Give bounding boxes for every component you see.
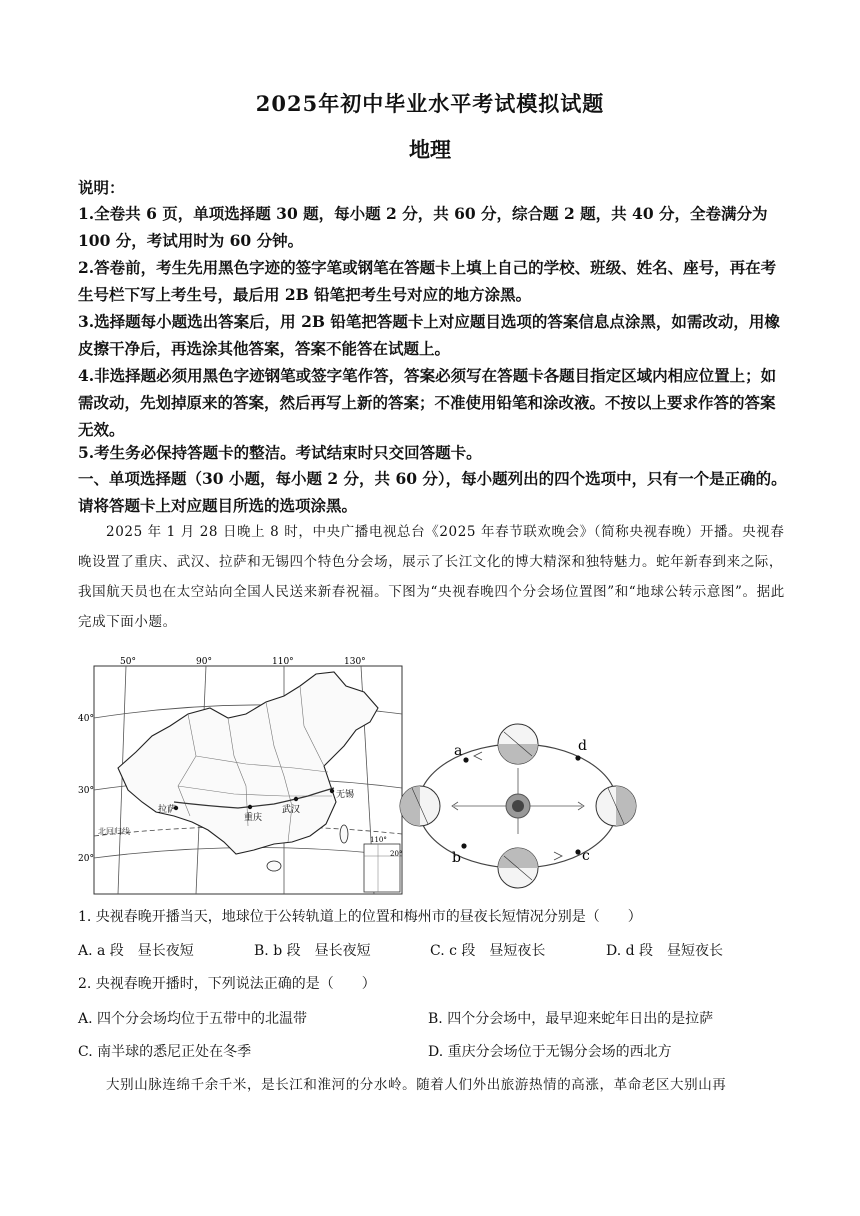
lon-label-110: 110°: [272, 657, 294, 667]
lon-label-90: 90°: [196, 657, 212, 667]
question-1-option-b[interactable]: B. b 段 昼长夜短: [254, 943, 371, 959]
orbit-label-c: c: [582, 848, 590, 864]
question-2-stem: 2. 央视春晚开播时，下列说法正确的是（ ）: [78, 976, 376, 992]
figure-maps: [78, 656, 793, 901]
china-map: [94, 666, 402, 894]
lat-label-40: 40°: [78, 714, 94, 724]
lon-label-130: 130°: [344, 657, 366, 667]
figure-svg: [78, 656, 793, 901]
orbit-diagram: [400, 724, 636, 888]
instruction-item-4: 4.非选择题必须用黑色字迹钢笔或签字笔作答，答案必须写在答题卡各题目指定区域内相应位置上；如需改动，先划掉原来的答案，然后再写上新的答案；不准使用铅笔和涂改液。不按以上要求作答的答案无效。: [78, 366, 777, 439]
question-1-option-c[interactable]: C. c 段 昼短夜长: [430, 943, 546, 959]
subject-title: 地理: [409, 137, 451, 162]
orbit-label-a: a: [454, 743, 463, 759]
lon-label-50: 50°: [120, 657, 136, 667]
question-1-option-a[interactable]: A. a 段 昼长夜短: [78, 943, 194, 959]
section-heading: 一、单项选择题（30 小题，每小题 2 分，共 60 分），每小题列出的四个选项中，只有一个是正确的。请将答题卡上对应题目所选的选项涂黑。: [78, 469, 787, 515]
lat-label-20: 20°: [78, 854, 94, 864]
city-label-wuhan: 武汉: [282, 805, 301, 815]
instruction-item-1: 1.全卷共 6 页，单项选择题 30 题，每小题 2 分，共 60 分，综合题 2 题，共 40 分，全卷满分为 100 分，考试用时为 60 分钟。: [78, 204, 768, 250]
inset-lon-label: 110°: [370, 836, 387, 844]
passage-dabie-mountains: 大别山脉连绵千余千米，是长江和淮河的分水岭。随着人们外出旅游热情的高涨，革命老区大别山再: [106, 1077, 727, 1093]
earth-right-icon: [596, 786, 636, 826]
inset-lat-label: 20°: [390, 850, 403, 858]
question-2-option-d[interactable]: D. 重庆分会场位于无锡分会场的西北方: [428, 1044, 672, 1060]
question-2-option-b[interactable]: B. 四个分会场中，最早迎来蛇年日出的是拉萨: [428, 1011, 714, 1027]
question-2-option-a[interactable]: A. 四个分会场均位于五带中的北温带: [78, 1011, 308, 1027]
question-2-option-c[interactable]: C. 南半球的悉尼正处在冬季: [78, 1044, 252, 1060]
exam-title: 2025年初中毕业水平考试模拟试题: [255, 91, 605, 116]
passage-spring-gala: 2025 年 1 月 28 日晚上 8 时，中央广播电视总台《2025 年春节联欢晚会》（简称央视春晚）开播。央视春晚设置了重庆、武汉、拉萨和无锡四个特色分会场，展示了长江文化的博大精深和独特魅力。蛇年新春到来之际，我国航天员也在太空站向全国人民送来新春祝福。下图为“央视春晚四个分会场位置图”和“地球公转示意图”。据此完成下面小题。: [78, 524, 785, 630]
instruction-item-3: 3.选择题每小题选出答案后，用 2B 铅笔把答题卡上对应题目选项的答案信息点涂黑，如需改动，用橡皮擦干净后，再选涂其他答案，答案不能答在试题上。: [78, 312, 780, 358]
instruction-item-2: 2.答卷前，考生先用黑色字迹的签字笔或钢笔在答题卡上填上自己的学校、班级、姓名、座号，再在考生号栏下写上考生号，最后用 2B 铅笔把考生号对应的地方涂黑。: [78, 258, 777, 304]
lat-label-30: 30°: [78, 786, 94, 796]
city-marker: [294, 797, 298, 801]
orbit-label-b: b: [452, 850, 461, 866]
map-lat-labels: [78, 714, 94, 864]
city-label-wuxi: 无锡: [336, 790, 355, 800]
city-label-chongqing: 重庆: [244, 813, 263, 823]
question-1-option-d[interactable]: D. d 段 昼短夜长: [606, 943, 724, 959]
orbit-label-d: d: [578, 738, 587, 754]
city-marker: [248, 805, 252, 809]
instruction-item-5: 5.考生务必保持答题卡的整洁。考试结束时只交回答题卡。: [78, 443, 482, 462]
earth-top-icon: [498, 724, 538, 764]
city-lhasa: [158, 803, 178, 815]
city-marker: [330, 789, 334, 793]
tropic-label: 北回归线: [98, 827, 130, 836]
instructions-label: 说明：: [78, 178, 125, 197]
question-1-stem: 1. 央视春晚开播当天，地球位于公转轨道上的位置和梅州市的昼夜长短情况分别是（ ）: [78, 909, 642, 925]
earth-bottom-icon: [498, 848, 538, 888]
city-label-lhasa: 拉萨: [158, 805, 177, 815]
earth-left-icon: [400, 786, 440, 826]
